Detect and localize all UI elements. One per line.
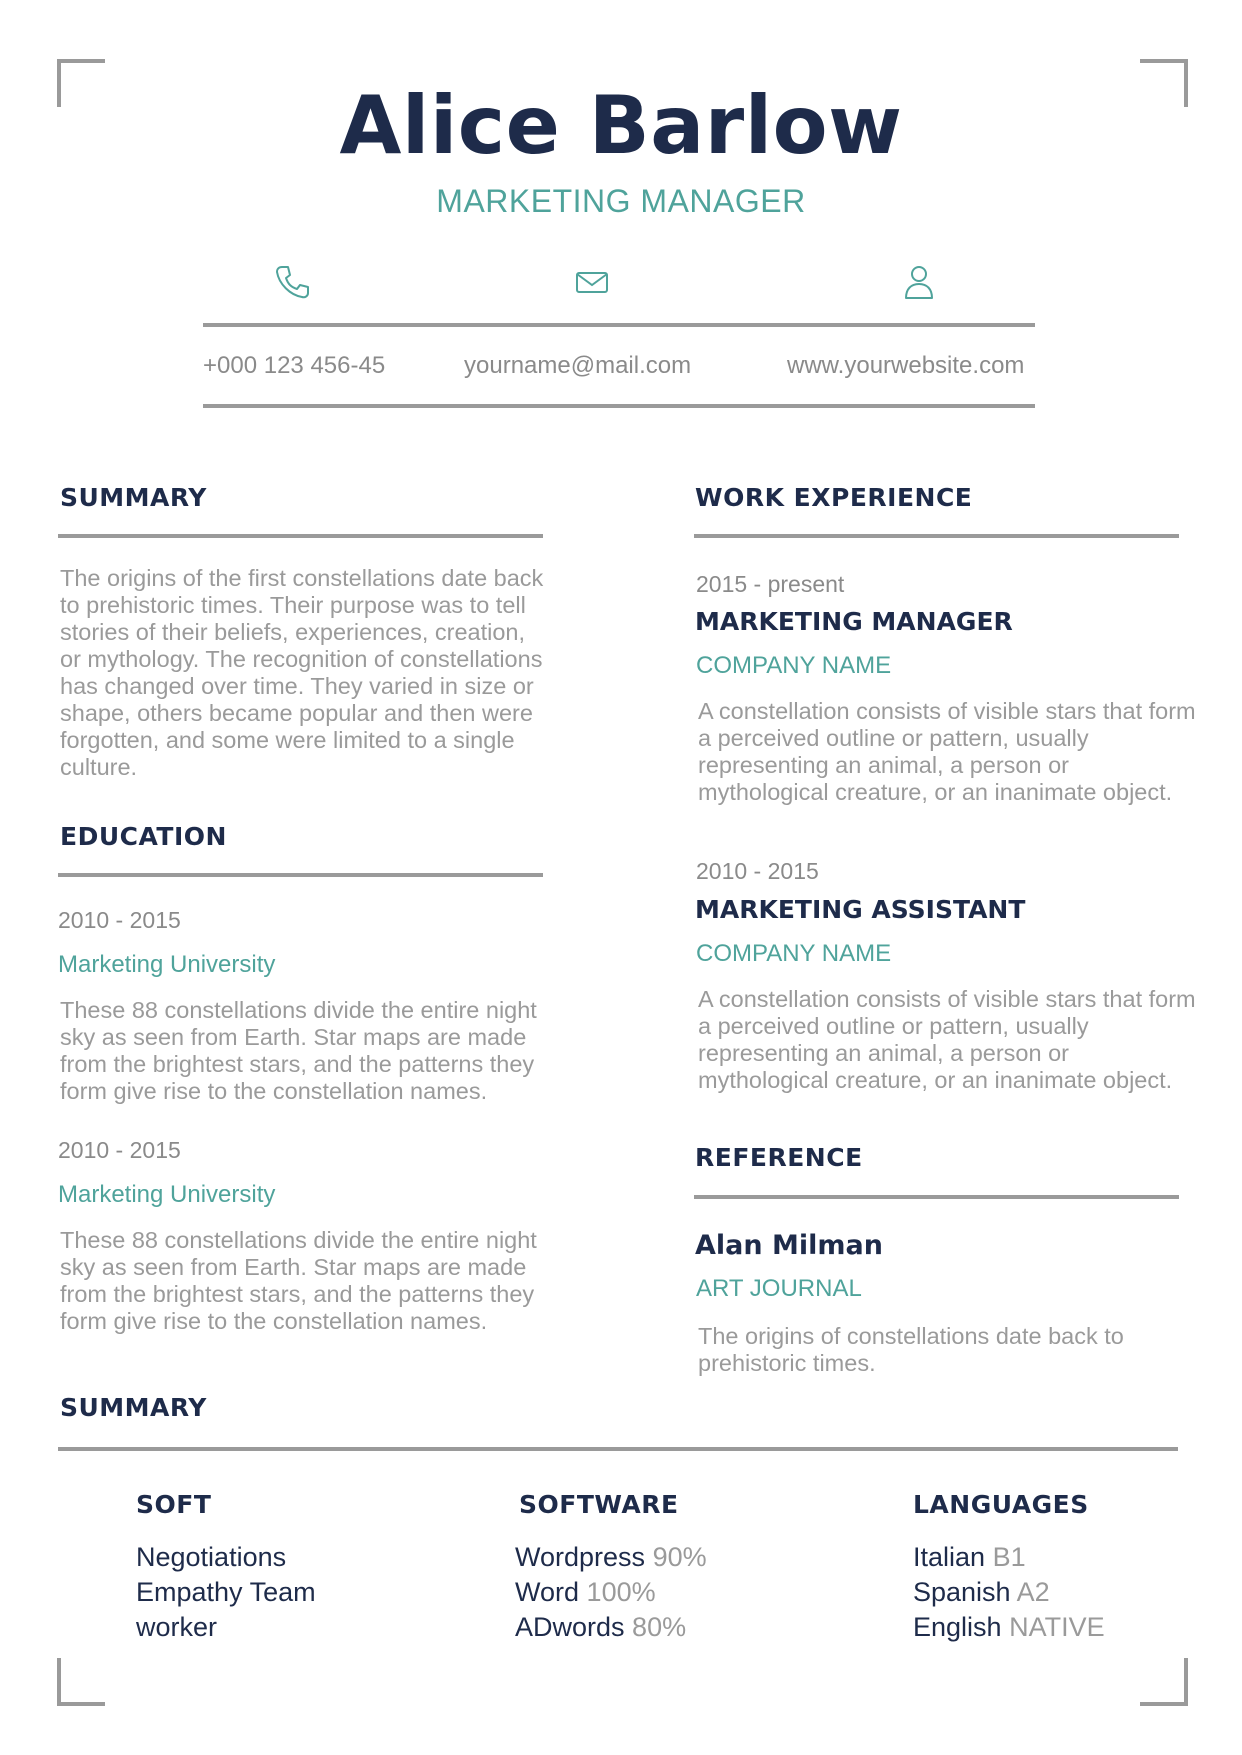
job-company: COMPANY NAME bbox=[696, 652, 892, 679]
soft-skill-item: Empathy Team bbox=[136, 1577, 316, 1607]
education-years: 2010 - 2015 bbox=[58, 907, 181, 933]
language-name: English bbox=[913, 1612, 1002, 1642]
job-years: 2015 - present bbox=[696, 571, 845, 597]
software-skills-list bbox=[515, 1540, 707, 1645]
person-icon bbox=[899, 262, 939, 302]
skills-heading: SUMMARY bbox=[60, 1393, 207, 1422]
reference-text: The origins of constellations date back to prehistoric times. bbox=[698, 1323, 1124, 1376]
education-years: 2010 - 2015 bbox=[58, 1137, 181, 1163]
software-skill-item bbox=[515, 1540, 707, 1575]
contact-rule-bottom bbox=[203, 404, 1035, 408]
corner-bracket-bottom-left bbox=[57, 1658, 105, 1706]
language-level: NATIVE bbox=[1009, 1612, 1105, 1642]
website-url[interactable]: www.yourwebsite.com bbox=[787, 352, 1025, 379]
soft-skill-item: worker bbox=[136, 1612, 218, 1642]
contact-rule-top bbox=[203, 323, 1035, 327]
phone-number: +000 123 456-45 bbox=[203, 352, 386, 379]
language-level: B1 bbox=[992, 1542, 1026, 1572]
software-skill-item bbox=[515, 1610, 707, 1645]
job-description: A constellation consists of visible stars that form a perceived outline or pattern, usually representing an animal, a person or mythological creature, or an inanimate object. bbox=[698, 698, 1196, 805]
job-years: 2010 - 2015 bbox=[696, 858, 819, 884]
job-title: MARKETING MANAGER bbox=[695, 607, 1013, 636]
education-text: These 88 constellations divide the entire night sky as seen from Earth. Star maps are made from the brightest stars, and the patterns they form give rise to the constellation names. bbox=[60, 997, 537, 1104]
languages-heading: LANGUAGES bbox=[913, 1490, 1089, 1519]
reference-name: Alan Milman bbox=[695, 1230, 883, 1261]
corner-bracket-bottom-right bbox=[1140, 1658, 1188, 1706]
software-level: 90% bbox=[652, 1542, 707, 1572]
education-text: These 88 constellations divide the entire night sky as seen from Earth. Star maps are made from the brightest stars, and the patterns they form give rise to the constellation names. bbox=[60, 1227, 537, 1334]
work-experience-heading: WORK EXPERIENCE bbox=[695, 483, 973, 512]
envelope-icon bbox=[572, 262, 612, 302]
software-skill-item bbox=[515, 1575, 707, 1610]
languages-list bbox=[913, 1540, 1105, 1645]
candidate-name: Alice Barlow bbox=[339, 79, 903, 172]
software-name: Word bbox=[515, 1577, 580, 1607]
language-item bbox=[913, 1540, 1105, 1575]
reference-rule bbox=[694, 1195, 1179, 1199]
reference-heading: REFERENCE bbox=[695, 1143, 863, 1172]
soft-skills-list bbox=[136, 1540, 316, 1645]
email-address[interactable]: yourname@mail.com bbox=[464, 352, 692, 379]
education-rule bbox=[58, 873, 543, 877]
summary-heading: SUMMARY bbox=[60, 483, 207, 512]
software-level: 100% bbox=[586, 1577, 656, 1607]
education-heading: EDUCATION bbox=[60, 822, 227, 851]
phone-icon bbox=[272, 262, 312, 302]
software-name: ADwords bbox=[515, 1612, 625, 1642]
skills-rule bbox=[58, 1447, 1178, 1451]
summary-rule bbox=[58, 534, 543, 538]
language-item bbox=[913, 1575, 1105, 1610]
software-level: 80% bbox=[632, 1612, 687, 1642]
education-school: Marketing University bbox=[58, 1181, 276, 1208]
language-level: A2 bbox=[1016, 1577, 1050, 1607]
soft-skill-item: Negotiations bbox=[136, 1542, 287, 1572]
education-school: Marketing University bbox=[58, 951, 276, 978]
reference-organization: ART JOURNAL bbox=[696, 1275, 862, 1302]
summary-text: The origins of the first constellations date back to prehistoric times. Their purpose was to tell stories of their beliefs, experiences, creation, or mythology. The recognition of constellations has changed over time. They varied in size or shape, others became popular and then were forgotten, and some were limited to a single culture. bbox=[60, 565, 544, 780]
software-skills-heading: SOFTWARE bbox=[519, 1490, 679, 1519]
job-title: MARKETING ASSISTANT bbox=[695, 895, 1026, 924]
job-company: COMPANY NAME bbox=[696, 940, 892, 967]
job-description: A constellation consists of visible stars that form a perceived outline or pattern, usually representing an animal, a person or mythological creature, or an inanimate object. bbox=[698, 986, 1196, 1093]
soft-skills-heading: SOFT bbox=[136, 1490, 212, 1519]
candidate-role: MARKETING MANAGER bbox=[436, 183, 806, 219]
language-name: Spanish bbox=[913, 1577, 1011, 1607]
work-experience-rule bbox=[694, 534, 1179, 538]
language-name: Italian bbox=[913, 1542, 986, 1572]
language-item bbox=[913, 1610, 1105, 1645]
software-name: Wordpress bbox=[515, 1542, 646, 1572]
